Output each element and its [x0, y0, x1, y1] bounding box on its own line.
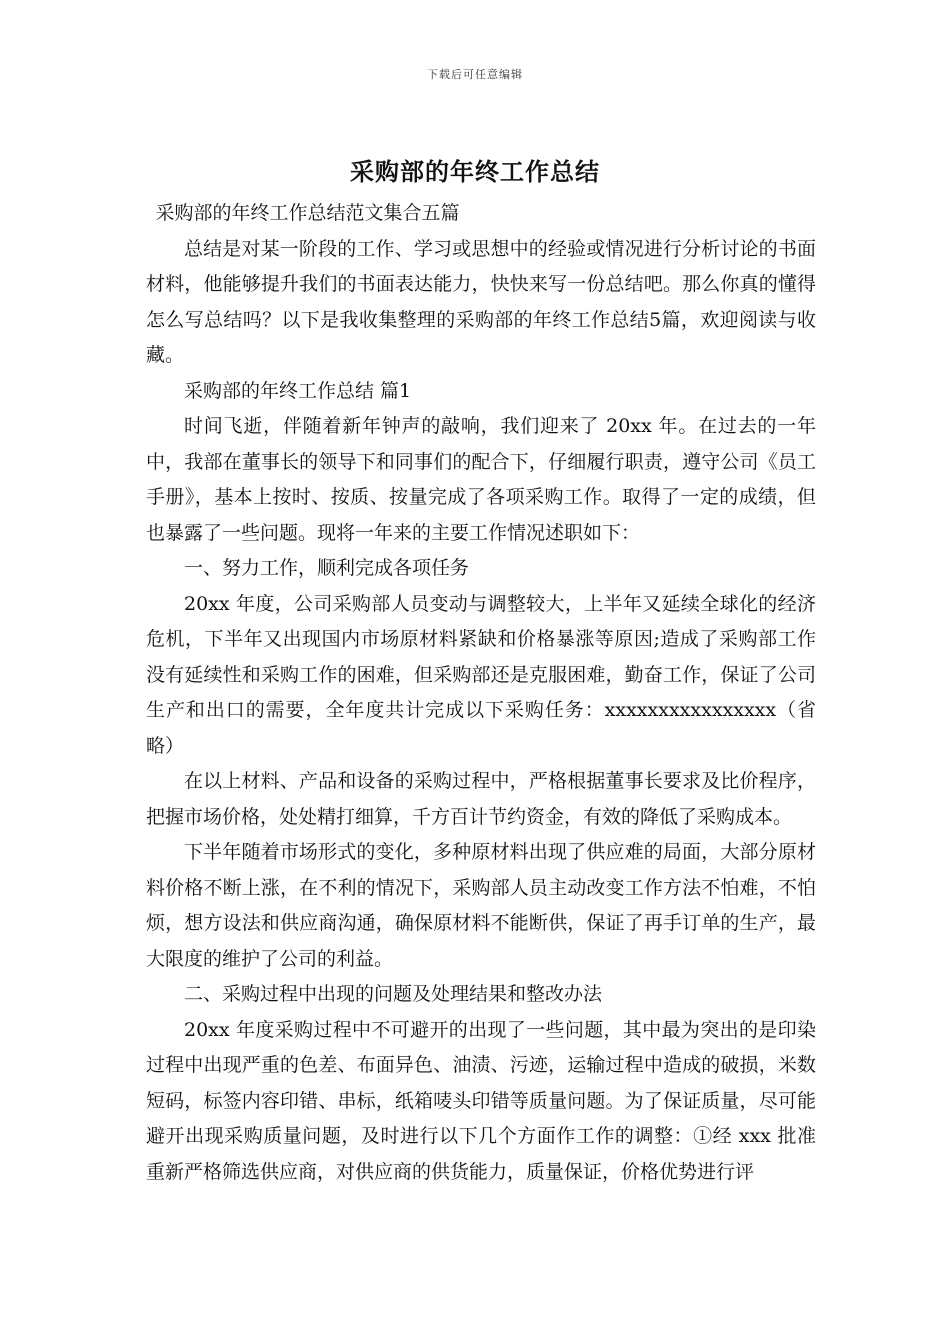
document-title: 采购部的年终工作总结 — [350, 157, 600, 186]
document-subtitle: 采购部的年终工作总结范文集合五篇 — [155, 202, 460, 224]
paragraph: 时间飞逝，伴随着新年钟声的敲响，我们迎来了 20xx 年。在过去的一年中，我部在董事长的领导下和同事们的配合下，仔细履行职责，遵守公司《员工手册》，基本上按时、按质、按量完成了各项采购工作。取得了一定的成绩，但也暴露了一些问题。现将一年来的主要工作情况述职如下： — [146, 415, 816, 544]
paragraph: 20xx 年度，公司采购部人员变动与调整较大，上半年又延续全球化的经济危机，下半年又出现国内市场原材料紧缺和价格暴涨等原因;造成了采购部工作没有延续性和采购工作的困难，但采购部还是克服困难，勤奋工作，保证了公司生产和出口的需要，全年度共计完成以下采购任务：xxxxxxxxxxxxxxxx（省略） — [146, 592, 816, 757]
paragraph-intro: 总结是对某一阶段的工作、学习或思想中的经验或情况进行分析讨论的书面材料，他能够提升我们的书面表达能力，快快来写一份总结吧。那么你真的懂得怎么写总结吗？以下是我收集整理的采购部的年终工作总结5篇，欢迎阅读与收藏。 — [146, 237, 816, 366]
section-heading: 二、采购过程中出现的问题及处理结果和整改办法 — [184, 983, 603, 1005]
header-note: 下载后可任意编辑 — [427, 68, 523, 81]
section-heading: 一、努力工作，顺利完成各项任务 — [184, 557, 470, 579]
paragraph: 20xx 年度采购过程中不可避开的出现了一些问题，其中最为突出的是印染过程中出现严重的色差、布面异色、油渍、污迹，运输过程中造成的破损，米数短码，标签内容印错、串标，纸箱唛头印错等质量问题。为了保证质量，尽可能避开出现采购质量问题，及时进行以下几个方面作工作的调整：①经 xxx 批准重新严格筛选供应商，对供应商的供货能力，质量保证，价格优势进行评 — [146, 1018, 816, 1183]
paragraph: 在以上材料、产品和设备的采购过程中，严格根据董事长要求及比价程序，把握市场价格，处处精打细算，千方百计节约资金，有效的降低了采购成本。 — [146, 770, 816, 828]
paragraph: 下半年随着市场形式的变化，多种原材料出现了供应难的局面，大部分原材料价格不断上涨，在不利的情况下，采购部人员主动改变工作方法不怕难，不怕烦，想方设法和供应商沟通，确保原材料不能断供，保证了再手订单的生产，最大限度的维护了公司的利益。 — [146, 841, 816, 970]
document-body — [146, 196, 816, 1190]
section-heading-part-1: 采购部的年终工作总结 篇1 — [184, 379, 412, 402]
